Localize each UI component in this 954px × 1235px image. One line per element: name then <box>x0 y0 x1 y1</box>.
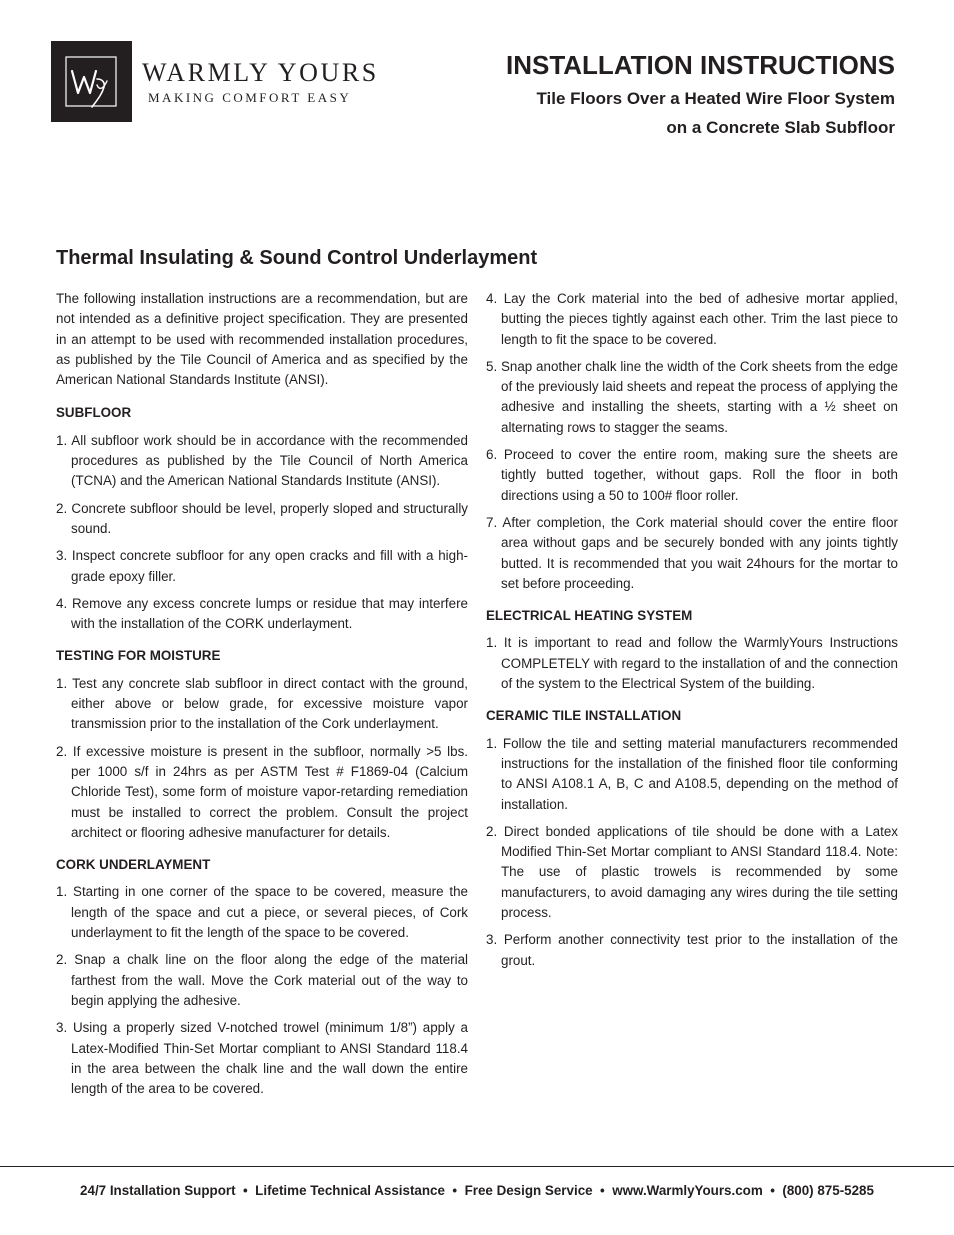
footer-assistance: Lifetime Technical Assistance <box>255 1183 445 1198</box>
footer-design: Free Design Service <box>464 1183 593 1198</box>
cork-list-part-1 <box>56 882 468 1099</box>
document-subtitle-line-2: on a Concrete Slab Subfloor <box>666 118 895 137</box>
brand-logo <box>51 41 132 122</box>
subfloor-item-3: 3. Inspect concrete subfloor for any open cracks and fill with a high-grade epoxy filler. <box>56 548 468 584</box>
footer-website-link[interactable]: www.WarmlyYours.com <box>612 1183 763 1198</box>
right-column <box>486 289 898 983</box>
cork-heading: CORK UNDERLAYMENT <box>56 857 211 873</box>
electrical-list <box>486 633 898 694</box>
cork-item-6: 6. Proceed to cover the entire room, making sure the sheets are tightly butted together, without gaps. Roll the floor in both directions using a 50 to 100# floor roller. <box>486 447 898 503</box>
cork-list-part-2 <box>486 289 898 594</box>
left-column <box>56 289 468 1111</box>
cork-item-7: 7. After completion, the Cork material should cover the entire floor area without gaps and be securely bonded with any joints tightly butted. It is recommended that you wait 24hours for the mortar to set before proceeding. <box>486 514 898 591</box>
cork-item-2: 2. Snap a chalk line on the floor along the edge of the material farthest from the wall. Move the Cork material out of the way to begin applying the adhesive. <box>56 952 468 1008</box>
moisture-item-1: 1. Test any concrete slab subfloor in direct contact with the ground, either above or below grade, for excessive moisture vapor transmission prior to the installation of the Cork underlayment. <box>56 675 468 732</box>
ceramic-item-2: 2. Direct bonded applications of tile should be done with a Latex Modified Thin-Set Mortar compliant to ANSI Standard 118.4. Note: The use of plastic trowels is recommended by some manufacturers, to avoid damaging any wires during the tile setting process. <box>486 823 898 921</box>
ceramic-item-1: 1. Follow the tile and setting material manufacturers recommended instructions for the installation of the finished floor tile conforming to ANSI A108.1 A, B, C and A108.5, depending on the method of installation. <box>486 735 898 812</box>
subfloor-item-4: 4. Remove any excess concrete lumps or residue that may interfere with the installation of the CORK underlayment. <box>56 595 468 632</box>
footer-separator: • <box>243 1183 248 1198</box>
subfloor-heading: SUBFLOOR <box>56 405 132 421</box>
cork-item-4: 4. Lay the Cork material into the bed of adhesive mortar applied, butting the pieces tightly against each other. Trim the last piece to length to fit the space to be covered. <box>486 291 898 347</box>
footer-separator: • <box>600 1183 605 1198</box>
brand-name: WARMLY YOURS <box>142 58 379 87</box>
moisture-heading: TESTING FOR MOISTURE <box>56 648 221 664</box>
cork-item-1: 1. Starting in one corner of the space to be covered, measure the length of the space and cut a piece, or several pieces, of Cork underlayment to fit the length of the space to be covered. <box>56 884 468 941</box>
electrical-heading: ELECTRICAL HEATING SYSTEM <box>486 608 693 624</box>
moisture-item-2: 2. If excessive moisture is present in the subfloor, normally >5 lbs. per 1000 s/f in 24hrs as per ASTM Test # F1869-04 (Calcium Chloride Test), some form of moisture vapor-retarding remediation must be installed to correct the problem. Consult the project architect or flooring adhesive manufacturer for details. <box>56 743 468 840</box>
document-subtitle-line-1: Tile Floors Over a Heated Wire Floor System <box>536 89 895 108</box>
footer-separator: • <box>770 1183 775 1198</box>
electrical-item-1: 1. It is important to read and follow the WarmlyYours Instructions COMPLETELY with regard to the installation of and the connection of the system to the Electrical System of the building. <box>486 635 898 692</box>
footer-support: 24/7 Installation Support <box>80 1183 236 1198</box>
brand-tagline: MAKING COMFORT EASY <box>148 90 352 105</box>
document-title: INSTALLATION INSTRUCTIONS <box>505 50 895 80</box>
moisture-list <box>56 674 468 843</box>
section-title: Thermal Insulating & Sound Control Underlayment <box>56 247 538 269</box>
footer-bar <box>0 1183 954 1198</box>
footer-phone: (800) 875-5285 <box>782 1183 874 1198</box>
subfloor-list <box>56 431 468 635</box>
subfloor-item-2: 2. Concrete subfloor should be level, properly sloped and structurally sound. <box>56 500 468 536</box>
wy-monogram-icon <box>51 41 132 122</box>
ceramic-item-3: 3. Perform another connectivity test prior to the installation of the grout. <box>486 932 898 968</box>
cork-item-5: 5. Snap another chalk line the width of the Cork sheets from the edge of the previously laid sheets and repeat the process of applying the adhesive and installing the sheets, starting with a ½ sheet on alternating rows to stagger the seams. <box>486 358 898 435</box>
intro-paragraph: The following installation instructions are a recommendation, but are not intended as a definitive project specification. They are presented in an attempt to be used with recommended installation procedures, as published by the Tile Council of America and as specified by the American National Standards Institute (ANSI). <box>56 291 468 388</box>
cork-item-3: 3. Using a properly sized V-notched trowel (minimum 1/8”) apply a Latex-Modified Thin-Set Mortar compliant to ANSI Standard 118.4 in the area between the chalk line and the wall down the entire length of the area to be covered. <box>56 1020 468 1097</box>
footer-separator: • <box>452 1183 458 1198</box>
subfloor-item-1: 1. All subfloor work should be in accordance with the recommended procedures as published by the Tile Council of North America (TCNA) and the American National Standards Institute (ANSI). <box>56 432 468 489</box>
ceramic-list <box>486 734 898 971</box>
ceramic-heading: CERAMIC TILE INSTALLATION <box>486 708 682 724</box>
footer-divider <box>0 1166 954 1167</box>
